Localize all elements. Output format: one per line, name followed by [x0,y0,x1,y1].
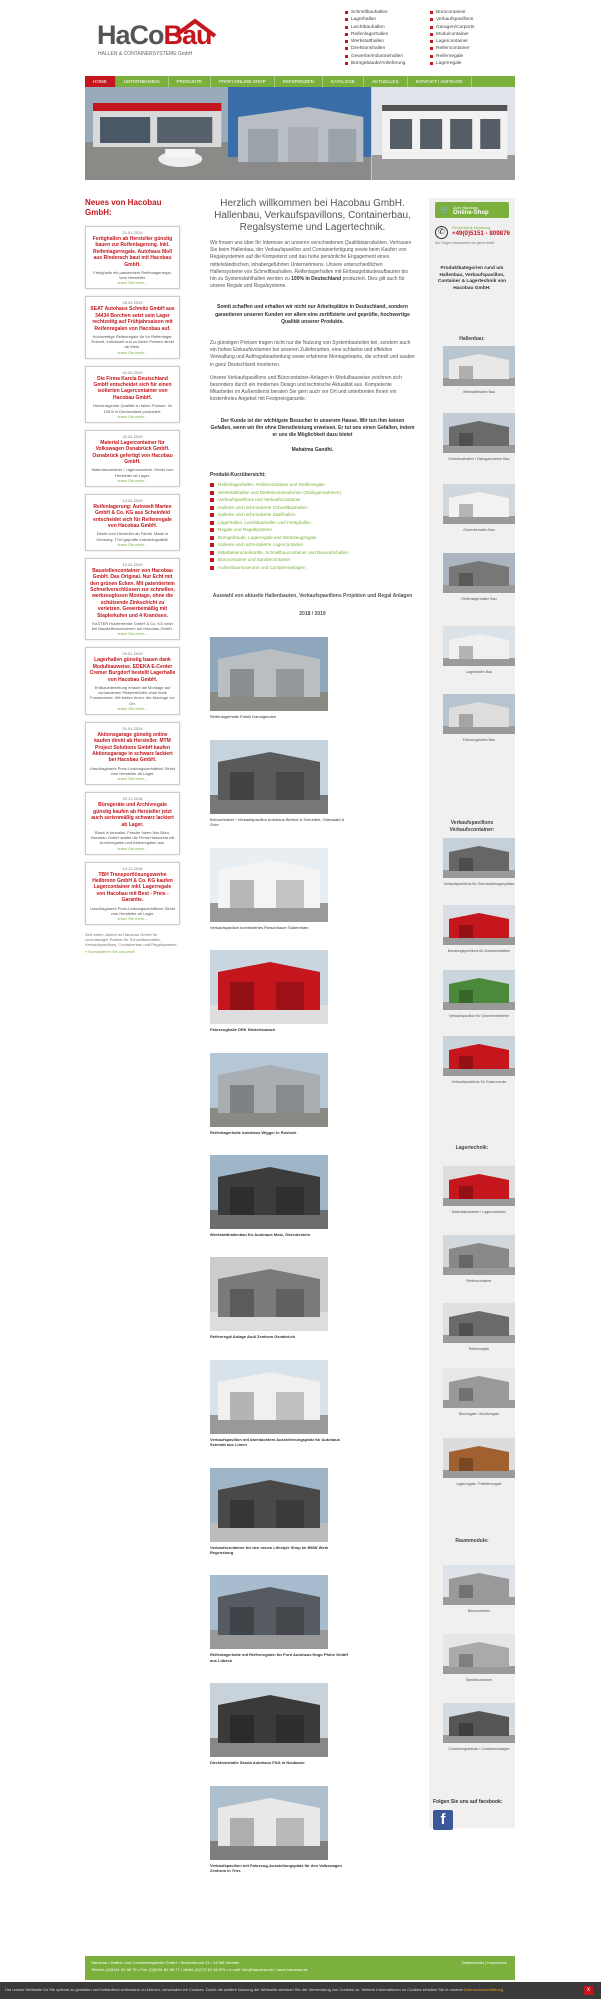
banner-image-hall [228,87,371,180]
category-image[interactable] [443,1368,515,1408]
news-text: Hervorragende Qualität zu fairen Preisen. Zu 100% in Deutschland produziert. [92,403,173,414]
news-headline[interactable]: TBH Transportlösungswerke Heilbronn GmbH & Co. KG kaufen Lagercontainer inkl. Lagerregale von Hacobau mit Best - Preis - Garantie. [92,871,173,904]
reference-item[interactable] [210,950,415,1032]
reference-item[interactable] [210,1683,415,1765]
logo-text: HaCoBau [97,20,212,50]
main-nav [85,76,515,87]
reference-caption: Verkaufspavillon kombiniertes Fleischhauer Südemhäm [210,924,309,930]
news-date: 28.01.2019 [122,300,143,306]
reference-image[interactable] [210,637,328,711]
products-title: Produkt-Kurzübersicht: [210,472,266,479]
category-caption: Bürocontainer [467,1609,491,1613]
product-link[interactable]: Verkaufspavillons und Verkaufscontainer [210,496,415,504]
product-link[interactable]: Isolierte und nicht-isolierte Schnellbauhallen [210,504,415,512]
news-text: Black is beautiful: Frische Ideen fürs Büro. Hacobau GmbH stattet die Firma Hasscrest mit Archivregalen und Aktenregalen aus. [90,829,175,846]
nav-item-aktuelles[interactable]: AKTUELLES [364,76,408,87]
category-caption: Direktionshallen / Dialogannahme Bau [448,457,510,461]
news-date: 14.12.2018 [122,865,143,871]
read-more-link[interactable]: lesen Sie mehr... [117,776,148,782]
category-caption: Werkstatthallen Bau [462,390,496,394]
pavilion-paragraph: Unsere Verkaufspavillons und Bürocontainer-Anlagen in Modulbauweise zeichnen sich besonders durch ein modernes Design und technische Aktualität aus. Kompetente Mitarbeiter im Außendienst beraten Sie gern auch vor Ort und unterbreiten Ihnen ein kostenfreies Angebot mit Festpreisgarantie. [210,374,402,403]
reference-item[interactable] [210,637,415,719]
header-link[interactable]: Reifenregale [430,53,522,60]
header-link[interactable]: Modulcontainer [430,31,522,38]
reference-caption: Büroschnitzer / Verkaufspavillon Autohaus Behrlof & Schreiber, Odenwald & Gutn [210,816,345,828]
news-headline[interactable]: Material Lagercontainer für Volkswagen Osnabrück GmbH. Osnabrück gefertigt von Hacobau GmbH. [92,439,173,465]
read-more-link[interactable]: lesen Sie mehr... [117,705,148,711]
category-item[interactable] [443,413,515,462]
reference-item[interactable] [210,740,415,828]
news-text: Materialcontainer / Lagercontainer. Direkt vom Hersteller ab Lager. [91,467,174,478]
main-content [210,198,415,1878]
references-year: 2018 / 2019 [299,611,326,618]
right-sidebar [429,198,515,1828]
reference-item[interactable] [210,848,415,930]
logo[interactable] [97,18,247,62]
cookie-close-button[interactable]: x [584,1986,593,1995]
cookie-banner [0,1982,601,1999]
category-image[interactable] [443,1166,515,1206]
product-link[interactable]: Außenbaumuseums und Containeranlagen [210,564,415,572]
references-title: Auswahl von aktuelle Hallenbauten, Verkaufspavillons Projekten und Regal Anlagen [212,593,413,600]
footer [85,1956,515,1980]
category-image[interactable] [443,626,515,666]
read-more-link[interactable]: lesen Sie mehr... [117,280,148,286]
reference-image[interactable] [210,1155,328,1229]
logo-subtitle: HALLEN & CONTAINERSYSTEME GmbH [98,51,193,57]
category-image[interactable] [443,1703,515,1743]
news-date: 01.01.2019 [122,725,143,731]
reference-image[interactable] [210,1053,328,1127]
header-link[interactable]: Leichtbauhallen [345,24,437,31]
category-caption: Lagerhallen Bau [465,670,493,674]
reference-item[interactable] [210,1786,415,1874]
category-caption: Verkaufspavillons für Gebrauchtwagenplätze [443,882,515,886]
header [85,0,515,76]
phone-note: Nur Fragen beantworten wir gerne direkt [435,241,495,245]
nav-item-produkte[interactable]: PRODUKTE [169,76,212,87]
header-link[interactable]: Verkaufspavillons [430,16,522,23]
news-footer-text: Seit vielen Jahren ist Hacobau GmbH Ihr zuverlässiger Partner für Schnellbauhallen, Verkaufspavillons, Containerbau und Regalsysteme. [85,931,178,948]
read-more-link[interactable]: lesen Sie mehr... [117,845,148,851]
category-image[interactable] [443,1438,515,1478]
phone-icon: ✆ [435,226,448,239]
category-caption: Reifenlagerhallen Bau [461,597,497,601]
category-item[interactable] [443,553,515,602]
category-item[interactable] [443,1368,515,1417]
reference-caption: Reifenlagerhalle Autohaus Wigger in Rostock [210,1129,297,1135]
cookie-text: Um unsere Webseite für Sie optimal zu gestalten und fortlaufend verbessern zu können, verwenden wir Cookies. Durch die weitere Nutzung der Webseite stimmen Sie der Verwendung von Cookies zu. Weitere Informationen zu Cookies erhalten Sie in unserer Datenschutzerklärung [5,1987,504,1992]
category-item[interactable] [443,1166,515,1215]
category-image[interactable] [443,484,515,524]
reference-image[interactable] [210,1360,328,1434]
nav-item-home[interactable]: HOME [85,76,116,87]
product-link[interactable]: Isolierte und nicht-isolierte Lagercontainer [210,541,415,549]
phone-number[interactable]: +49(0)5151 - 809876 [452,230,510,237]
news-headline[interactable]: Reifenlagerung: Autowelt Marten GmbH & Co. KG aus Scheinfeld entscheidet sich für Reifenregale von Hacobau GmbH. [93,503,172,529]
online-shop-button[interactable] [435,202,509,218]
phone-label: Persönliche Beratung [452,225,491,230]
news-item[interactable] [85,366,180,423]
reference-item[interactable] [210,1257,415,1339]
header-link[interactable]: Gewerbe/Industriehallen [345,53,437,60]
category-item[interactable] [443,1438,515,1487]
news-text: Unschlagbares Preis-Leistungsverhältnis! Direkt vom Hersteller ab Lager. [89,765,176,777]
reference-item[interactable] [210,1468,415,1556]
category-title: Produktkategorien rund um Hallenbau, Verkaufspavillon, Container & Lagertechnik von Hacobau GmbH: [437,266,507,291]
category-item[interactable] [443,1235,515,1284]
quote: Der Kunde ist der wichtigste Besucher in unserem Hause. Wir tun ihm keinen Gefallen, wenn wir ihn ohne Dienstleistung erweisen. Er tut uns einen Gefallen, indem er uns die Möglichkeit dazu bietet [210,417,415,439]
category-caption: Lagerregale / Palettenregale [456,1482,502,1486]
news-text: KASTER Holzfertentile GmbH & Co. KG setzt bei Baustellencontainern auf Hacobau GmbH. [91,621,174,632]
products-list [210,481,415,571]
category-item[interactable] [443,1703,515,1752]
news-text: Fertighalle mit passendem Reifenlagerregal. Vom Hersteller. [93,270,172,281]
reference-item[interactable] [210,1053,415,1135]
reference-item[interactable] [210,1360,415,1448]
news-item[interactable] [85,558,180,641]
news-item[interactable] [85,430,180,487]
banner-image-showroom [85,87,228,180]
news-date: 13.01.2019 [122,497,143,503]
reference-image[interactable] [210,740,328,814]
category-caption: Reifencontainer [466,1279,492,1283]
news-item[interactable] [85,862,180,925]
reference-caption: Fahrzeughalle DRK Niederlaubach [210,1027,276,1033]
category-item[interactable] [443,970,515,1019]
references-list [210,637,415,1873]
category-caption: Beratungspavillons für Autowerkstätten [447,949,511,953]
news-item[interactable] [85,296,180,358]
read-more-link[interactable]: lesen Sie mehr... [117,541,148,547]
product-link[interactable]: Lagerhallen, Leichtbauhallen und Fertighallen [210,519,415,527]
header-link[interactable]: Schnellbauhallen [345,9,437,16]
privacy-link[interactable]: Datenschutzerklärung [464,1987,504,1992]
header-link[interactable]: Direktionshallen [345,45,437,52]
category-image[interactable] [443,346,515,386]
news-text: Erdbauinterleitung erlaubt die Montage auf vorhandenen Pflasterböden ohne feste Fundamente. Wir bieten Ihnen: die Montage vor Ort. [90,685,175,706]
header-link[interactable]: Reifenlagerhallen [345,31,437,38]
category-caption: Fahrzeughallen Bau [462,738,496,742]
nav-item-kataloge[interactable]: KATALOGE [323,76,364,87]
category-item[interactable] [443,626,515,675]
news-headline[interactable]: Die Firma Karcia Deutschland GmbH entscheidet sich für einen isolierten Lagercontainer von Hacobau GmbH. [93,375,172,401]
product-link[interactable]: Bürocontainer und Sanitärcontainer [210,556,415,564]
cart-icon: 🛒 [439,205,451,215]
reference-caption: Verkaufspavillon mit überdachtem Ausstellerungsplatz für Autohaus Schmidt aus Lünen [210,1436,340,1448]
footer-links[interactable]: Datenschutz | Impressum [461,1960,507,1965]
reference-image[interactable] [210,950,328,1024]
reference-caption: Reifenlagerhalle Fabrik Dannigenden [210,714,277,720]
read-more-link[interactable]: lesen Sie mehr... [117,631,148,637]
category-image[interactable] [443,1634,515,1674]
header-link[interactable]: Lagerhallen [345,16,437,23]
banner [85,87,515,180]
news-title: Neues von Hacobau GmbH: [85,198,162,217]
reference-image[interactable] [210,1257,328,1331]
header-link[interactable]: Reifencontainer [430,45,522,52]
reference-item[interactable] [210,1155,415,1237]
reference-image[interactable] [210,1468,328,1542]
section-lagertechnik: Lagertechnik: [455,1145,489,1151]
header-link[interactable]: Lagerregale [430,60,522,67]
reference-image[interactable] [210,1575,328,1649]
news-text: Hochwertige Reifenregale für Ihr Reifenlager. Schnell, individuell und zu fairen Preisen direkt ab Werk. [91,334,174,350]
news-item[interactable] [85,647,180,714]
news-item[interactable] [85,226,180,289]
news-headline[interactable]: Bürogeräte und Archivregale günstig kaufen ab Hersteller jetzt auch serienmäßig schwarz lackiert ab Lager. [91,802,174,828]
nav-item-profi-online-shop[interactable]: PROFI ONLINE SHOP [211,76,275,87]
header-link[interactable]: Garagen/Carports [430,24,522,31]
header-link[interactable]: Bürogebäude/Anlieferung [345,60,437,67]
category-item[interactable] [443,838,515,887]
shop-label: Online-Shop [453,210,489,216]
nav-item-referenzen[interactable]: REFERENZEN [275,76,323,87]
phone-box[interactable] [435,224,513,244]
quote-author: Mahatma Gandhi. [291,447,334,454]
news-sidebar [85,198,180,1778]
reference-caption: Reifenregal Anlage Audi Zentrum Osnabrück [210,1334,296,1340]
read-more-link[interactable]: lesen Sie mehr... [117,915,148,921]
reference-item[interactable] [210,1575,415,1663]
page-title: Herzlich willkommen bei Hacobau GmbH. Hallenbau, Verkaufspavillons, Containerbau, Regalsysteme und Lagertechnik. [214,198,411,233]
product-link[interactable]: Bürogebäude, Lagerregale und Werkzeugregale [210,534,415,542]
footer-address: Hacobau • Hallen- und Containersysteme GmbH • Klotzenbrook 21 • 31785 Hameln [91,1960,240,1965]
header-links-hallen [345,9,437,67]
news-headline[interactable]: Fertighallen ab Hersteller günstig bauen zur Reifenlagerung. Inkl. Reifenlagerregale. Autohaus Moll aus Rinderach baut mit Hacobau GmbH. [92,236,173,268]
category-item[interactable] [443,1303,515,1352]
news-headline[interactable]: Baustellencontainer von Hacobau GmbH. Das Original. Nur Echt mit den grünen Ecken. Mit patentiertem Schnellverschlüssen zur schnellen, werkzeuglosen Montage, ohne die schützende Zinkschicht zu verletzen. Gewerbemäßig mit Staplerkufen und 4 Kranösen. [90,567,175,619]
news-date: 09.01.2019 [122,651,143,657]
read-more-link[interactable]: lesen Sie mehr... [117,349,148,355]
header-links-container [430,9,522,67]
category-item[interactable] [443,694,515,743]
category-caption: Reifenregale [468,1347,490,1351]
section-raummodule: Raummodule: [455,1538,489,1544]
category-caption: Verkaufspavillons für Gastronomie [451,1080,507,1084]
reference-caption: Verkaufscontainer für den neuen Lifestyle Shop im BMW Werk Regensburg [210,1544,329,1555]
product-link[interactable]: Werkstatthallen und Direktionsannahmen (Dialogannahmen) [210,489,415,497]
news-item[interactable] [85,494,180,551]
category-image[interactable] [443,1565,515,1605]
shop-label-small: Zum Hacobau [453,205,479,210]
header-link[interactable]: Lagercontainer [430,38,522,45]
news-date: 01.02.2019 [122,369,143,375]
read-more-link[interactable]: lesen Sie mehr... [117,477,148,483]
reference-caption: Reifenlagerhalle mit Reifenregalen für Ford Autohaus Hugo Pfohe GmbH aus Lübeck [210,1652,349,1663]
nav-item-unternehmen[interactable]: UNTERNEHMEN [116,76,169,87]
category-image[interactable] [443,553,515,593]
news-item[interactable] [85,792,180,854]
facebook-icon[interactable]: f [433,1810,453,1830]
header-link[interactable]: Werkstatthallen [345,38,437,45]
category-item[interactable] [443,1565,515,1614]
read-more-link[interactable]: lesen Sie mehr... [117,413,148,419]
category-image[interactable] [443,905,515,945]
header-link[interactable]: Bürocontainer [430,9,522,16]
category-caption: Materialcontainer / Lagercontainer [451,1210,507,1214]
news-headline[interactable]: Aktionsgarage günstig online kaufen direkt ab Hersteller. MTM Project Solutions GmbH kaufen Aktionsgarage in schwarz lackiert bei Hacobau GmbH. [92,731,173,764]
category-image[interactable] [443,1303,515,1343]
contact-link[interactable]: » Kontaktieren Sie uns jetzt! [85,948,135,954]
category-caption: Büroregale / Archivregale [458,1412,500,1416]
banner-image-container [372,87,515,180]
nav-item-kontakt-anfrage[interactable]: KONTAKT / ANFRAGE [408,76,472,87]
category-caption: Sanitärcontainer [465,1678,493,1682]
news-item[interactable] [85,722,180,785]
category-item[interactable] [443,1634,515,1683]
news-date: 12.01.2019 [122,561,143,567]
reference-image[interactable] [210,1786,328,1860]
intro-paragraph: Wir freuen uns über Ihr Interesse an unseren verschiedenen Qualitätsprodukten. Vertrauen Sie beim Hallenbau, der Verkaufspavillon und Containerfertigung sowie beim Kaufen von Regalsystemen auf die Kompetenz und das hohe persönliche Engagement eines mittelständischen, inhabergeführten Unternehmens. Unsere unterschiedlichen Hallensysteme von Schnellbauhallen, Reifenlagerhallen mit Einbaugebäudeaufbauten bis hin zu Systemstahlhallen werden zu 100% in Deutschland produziert. Dies gilt auch für unsere Regale und Regalsysteme. [210,240,412,290]
reference-image[interactable] [210,848,328,922]
category-item[interactable] [443,346,515,395]
category-image[interactable] [443,413,515,453]
category-image[interactable] [443,694,515,734]
news-date: 20.12.2018 [122,796,143,802]
product-link[interactable]: Regale und Regalsysteme [210,526,415,534]
reference-image[interactable] [210,1683,328,1757]
footer-contact: Telefon: (0)5151 80 98 76 • Fax: (0)5151 80 98 77 • Mobil: (0)172 61 34 675 • e-mail: info@hacobau.de • www.hacobau.de [91,1967,308,1972]
product-link[interactable]: Mitarbeiterunterkünfte, Schnellbaucontainer und Bauwohnhallen [210,549,415,557]
section-pavillons: Verkaufspavillons Verkaufscontainer: [449,820,495,833]
news-date: 22.01.2019 [122,433,143,439]
category-caption: Containergebäude / Containeranlagen [448,1747,510,1751]
news-text: Unschlagbares Preis-Leistungsverhältnis! Direkt vom Hersteller ab Lager. [89,905,176,916]
price-paragraph: Zu günstigen Preisen tragen nicht nur die Nutzung von Systembauteilen bei, sondern auch ein hohes Einkaufsvolumen bei unseren Zulieferanten, eine schlanke und effektive Verwaltung und Auftragsbearbeitung sowie erfahrene Montageteams, die schnell und sauber in ganz Deutschland montieren. [210,340,415,368]
news-list [85,226,180,925]
reference-caption: Verkaufspavillon mit Fahrzeug-Ausstellungsplatz für den Volkswagen Zentrum in Trier. [210,1862,342,1873]
category-image[interactable] [443,970,515,1010]
category-caption: Verkaufspavillon für Gewerbebetriebe [449,1014,509,1018]
category-item[interactable] [443,905,515,954]
news-headline[interactable]: SEAT Autohaus Schmitz GmbH aus 34434 Borchen setzt sein Lager rechtzeitig auf Frühjahrsaison mit Reifenregalen von Hacobau auf. [90,306,175,332]
category-item[interactable] [443,484,515,533]
category-image[interactable] [443,838,515,878]
news-date: 21.01.2019 [122,230,143,235]
news-headline[interactable]: Lagerhallen günstig bauen dank Modulbauweise. EDEKA E-Center Cremer Burgdorf bestellt Lagerhalle von Hacobau GmbH. [89,657,176,683]
product-link[interactable]: Reifenlagerhallen, Reifencontainer und Reifenregale [210,481,415,489]
news-text: Direkt vom Hersteller ab Fabrik. Made in Germany. TÜV-geprüfte Industriequalität. [96,531,169,542]
category-image[interactable] [443,1036,515,1076]
section-hallenbau: Hallenbau: [459,336,485,342]
reference-caption: Direktionshalle Skoda Autohaus P&S in Neubauer [210,1760,305,1766]
product-link[interactable]: Isolierte und nicht-isolierte Stahlhallen [210,511,415,519]
jobs-paragraph: Somit schaffen und erhalten wir nicht nur Arbeitsplätze in Deutschland, sondern garantieren unseren Kunden vor allem eine zertifizierte und geprüfte, hochwertige Qualität unserer Produkte. [215,304,410,325]
category-image[interactable] [443,1235,515,1275]
category-caption: Gewerbehallen Bau [463,528,495,532]
follow-title: Folgen Sie uns auf facebook: [433,1799,503,1805]
reference-caption: Werkstatthallenbau für Autohaus Motz, Oberderstein [210,1231,311,1237]
category-item[interactable] [443,1036,515,1085]
